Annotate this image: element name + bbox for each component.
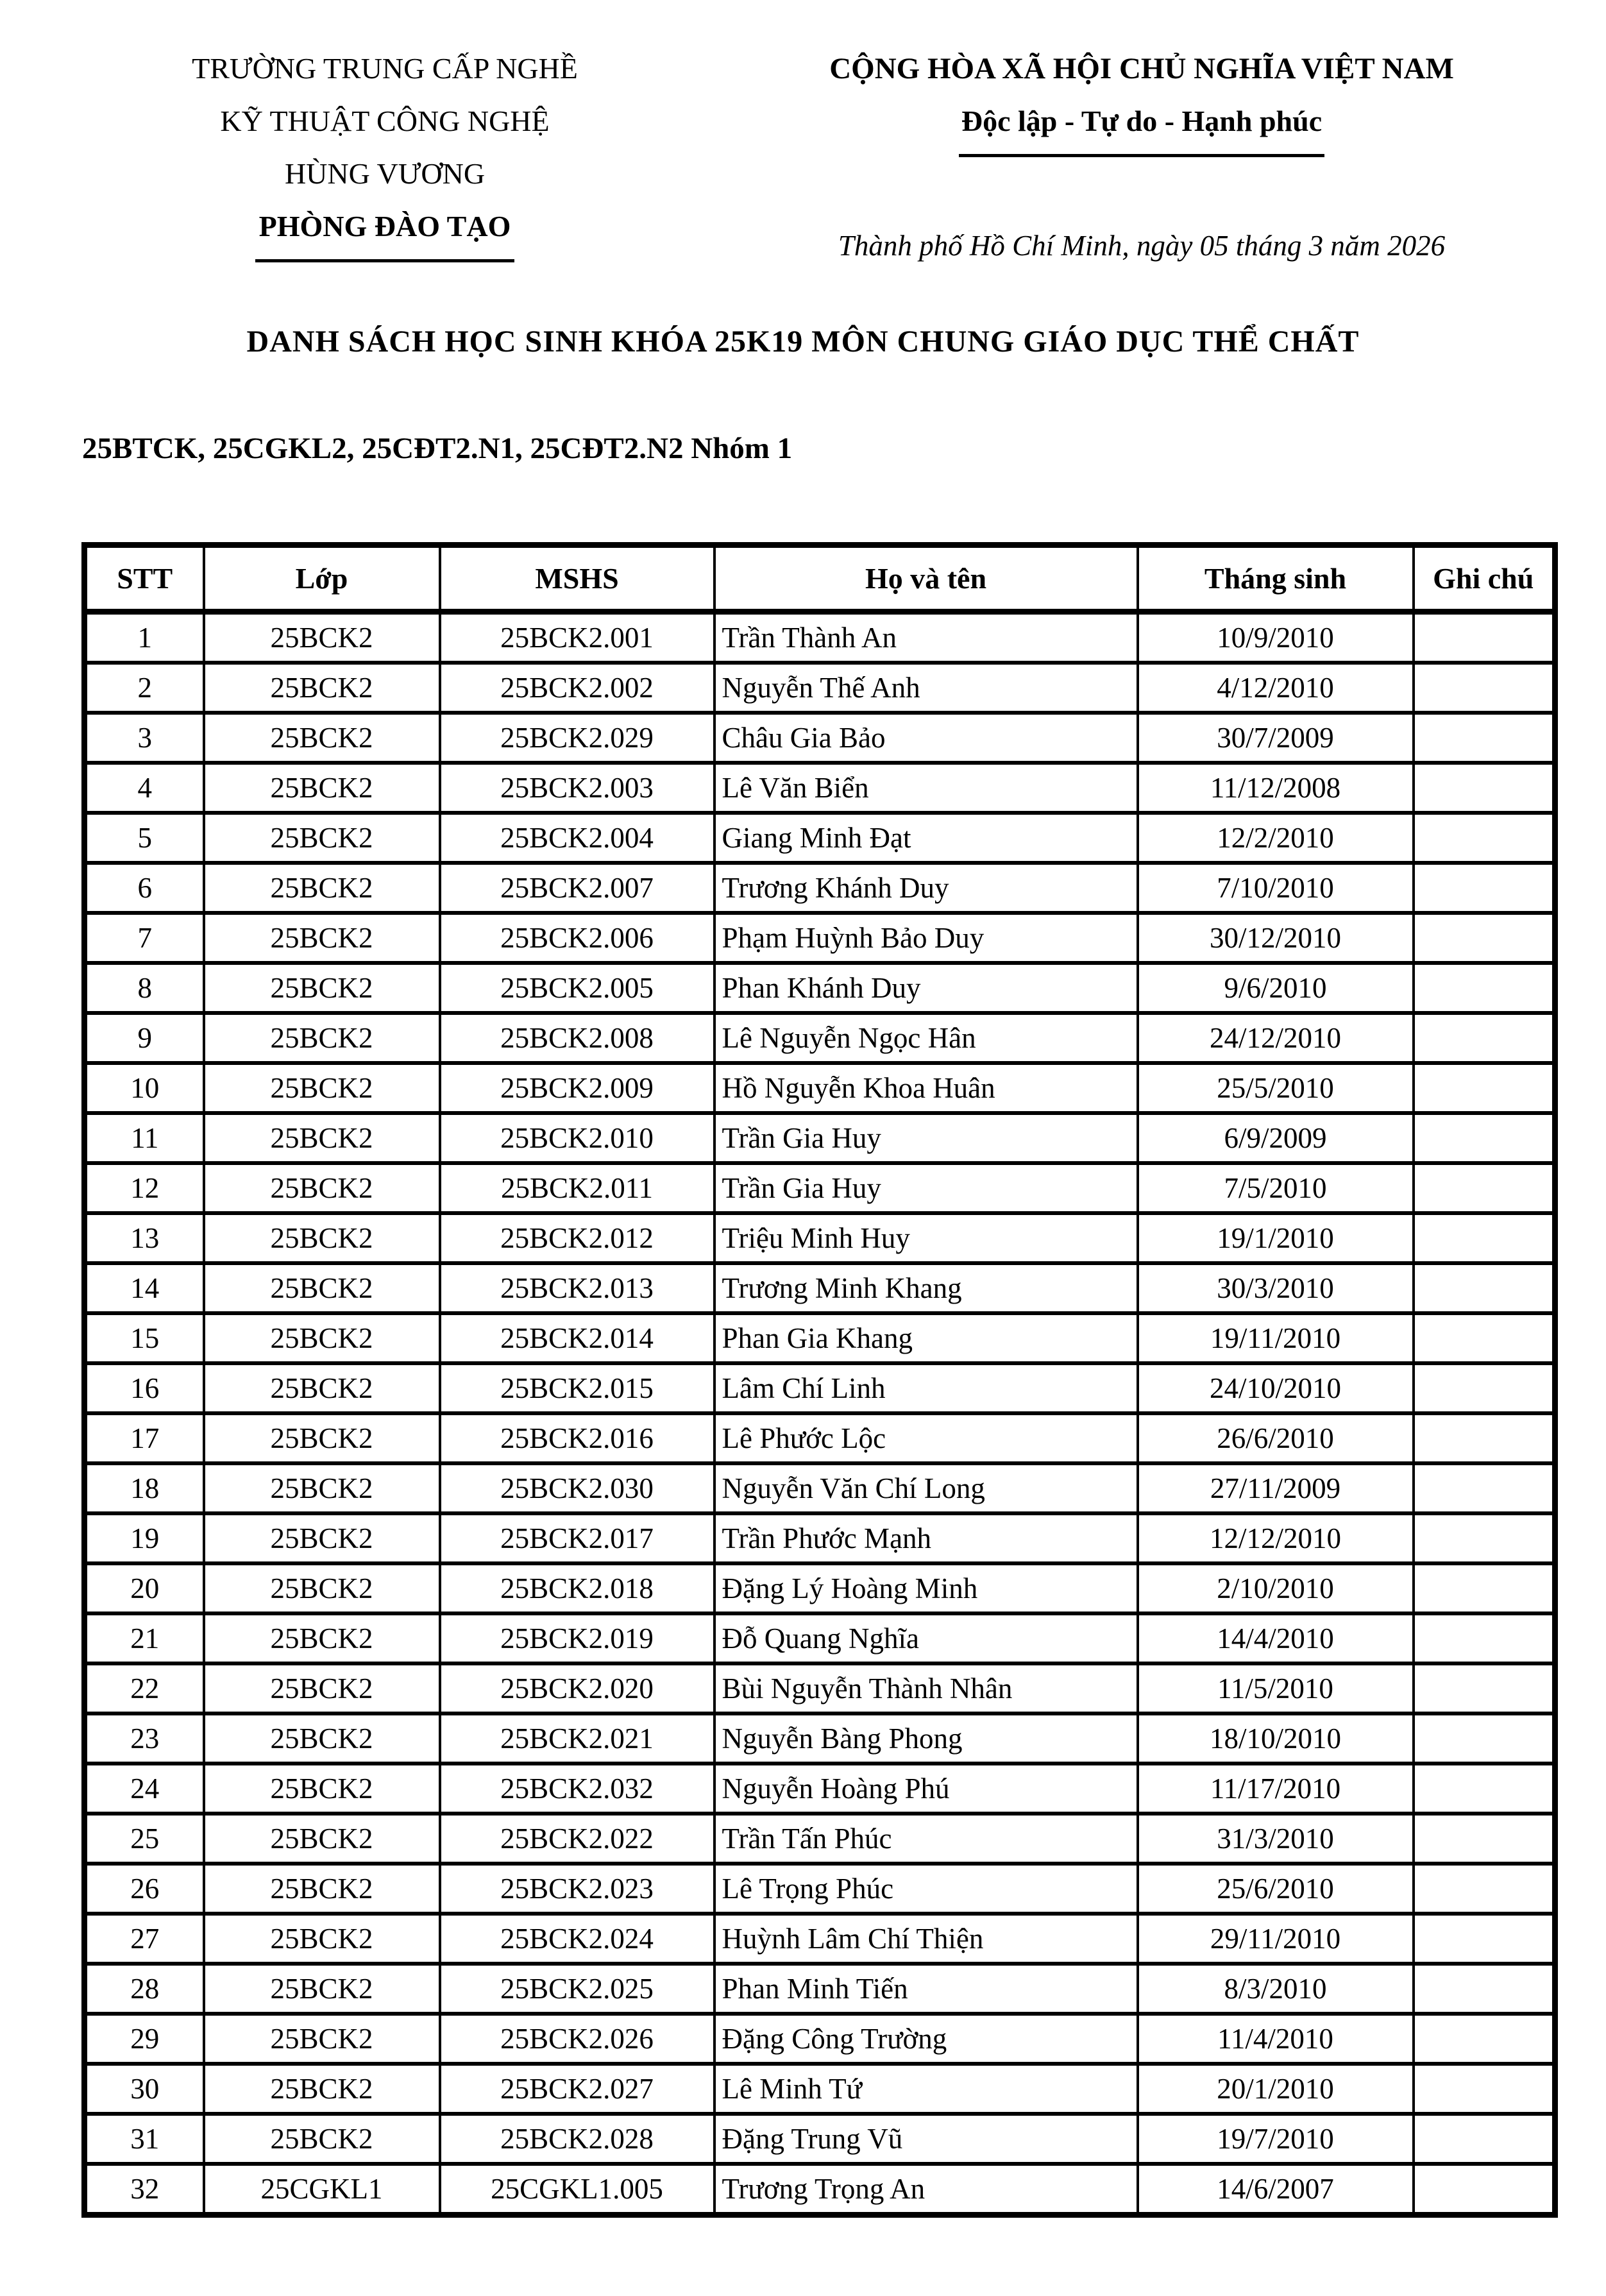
- cell-stt: 16: [85, 1363, 204, 1413]
- cell-note: [1414, 763, 1555, 813]
- table-row: [85, 1513, 1555, 1563]
- cell-note: [1414, 1563, 1555, 1613]
- cell-stt: 13: [85, 1213, 204, 1263]
- cell-birth-date: 6/9/2009: [1138, 1113, 1414, 1163]
- cell-class: 25BCK2: [204, 2014, 440, 2064]
- cell-full-name: Bùi Nguyễn Thành Nhân: [714, 1663, 1138, 1713]
- table-row: [85, 1964, 1555, 2014]
- cell-note: [1414, 2164, 1555, 2215]
- cell-note: [1414, 1513, 1555, 1563]
- cell-class: 25BCK2: [204, 913, 440, 963]
- cell-student-id: 25BCK2.012: [440, 1213, 714, 1263]
- cell-birth-date: 19/1/2010: [1138, 1213, 1414, 1263]
- cell-full-name: Hồ Nguyễn Khoa Huân: [714, 1063, 1138, 1113]
- cell-note: [1414, 2114, 1555, 2164]
- cell-note: [1414, 2014, 1555, 2064]
- cell-class: 25BCK2: [204, 1113, 440, 1163]
- cell-birth-date: 30/3/2010: [1138, 1263, 1414, 1313]
- cell-stt: 22: [85, 1663, 204, 1713]
- cell-student-id: 25BCK2.018: [440, 1563, 714, 1613]
- cell-birth-date: 9/6/2010: [1138, 963, 1414, 1013]
- cell-full-name: Trần Thành An: [714, 612, 1138, 663]
- national-title: CỘNG HÒA XÃ HỘI CHỦ NGHĨA VIỆT NAM: [829, 52, 1454, 85]
- cell-stt: 14: [85, 1263, 204, 1313]
- table-row: [85, 1713, 1555, 1764]
- department-name: PHÒNG ĐÀO TẠO: [255, 200, 515, 262]
- cell-full-name: Phạm Huỳnh Bảo Duy: [714, 913, 1138, 963]
- cell-birth-date: 29/11/2010: [1138, 1914, 1414, 1964]
- table-row: [85, 2014, 1555, 2064]
- cell-student-id: 25BCK2.010: [440, 1113, 714, 1163]
- cell-birth-date: 12/2/2010: [1138, 813, 1414, 863]
- student-table: [81, 542, 1558, 2218]
- cell-birth-date: 11/5/2010: [1138, 1663, 1414, 1713]
- table-row: [85, 1113, 1555, 1163]
- cell-full-name: Trần Tấn Phúc: [714, 1814, 1138, 1864]
- cell-class: 25BCK2: [204, 2114, 440, 2164]
- column-header-stt: STT: [85, 545, 204, 612]
- table-header-row: [85, 545, 1555, 612]
- cell-student-id: 25CGKL1.005: [440, 2164, 714, 2215]
- cell-note: [1414, 1663, 1555, 1713]
- cell-student-id: 25BCK2.014: [440, 1313, 714, 1363]
- cell-stt: 30: [85, 2064, 204, 2114]
- cell-full-name: Lê Trọng Phúc: [714, 1864, 1138, 1914]
- cell-full-name: Lê Minh Tứ: [714, 2064, 1138, 2114]
- cell-stt: 25: [85, 1814, 204, 1864]
- cell-note: [1414, 1413, 1555, 1463]
- class-group-subtitle: 25BTCK, 25CGKL2, 25CĐT2.N1, 25CĐT2.N2 Nhóm 1: [82, 432, 793, 465]
- cell-student-id: 25BCK2.017: [440, 1513, 714, 1563]
- table-row: [85, 2114, 1555, 2164]
- cell-student-id: 25BCK2.003: [440, 763, 714, 813]
- cell-student-id: 25BCK2.015: [440, 1363, 714, 1413]
- cell-student-id: 25BCK2.016: [440, 1413, 714, 1463]
- cell-class: 25BCK2: [204, 1663, 440, 1713]
- cell-full-name: Lê Phước Lộc: [714, 1413, 1138, 1463]
- cell-student-id: 25BCK2.013: [440, 1263, 714, 1313]
- cell-note: [1414, 1964, 1555, 2014]
- cell-class: 25BCK2: [204, 863, 440, 913]
- cell-stt: 24: [85, 1764, 204, 1814]
- cell-birth-date: 4/12/2010: [1138, 663, 1414, 713]
- cell-class: 25BCK2: [204, 1213, 440, 1263]
- cell-note: [1414, 1213, 1555, 1263]
- table-row: [85, 1764, 1555, 1814]
- school-name-line-1: TRƯỜNG TRUNG CẤP NGHỀ: [192, 52, 578, 85]
- cell-note: [1414, 1063, 1555, 1113]
- cell-note: [1414, 1713, 1555, 1764]
- table-row: [85, 863, 1555, 913]
- student-table-body: [85, 612, 1555, 2215]
- cell-stt: 18: [85, 1463, 204, 1513]
- cell-student-id: 25BCK2.011: [440, 1163, 714, 1213]
- cell-note: [1414, 863, 1555, 913]
- cell-note: [1414, 2064, 1555, 2114]
- cell-birth-date: 7/10/2010: [1138, 863, 1414, 913]
- cell-stt: 5: [85, 813, 204, 863]
- cell-full-name: Trần Phước Mạnh: [714, 1513, 1138, 1563]
- table-row: [85, 1563, 1555, 1613]
- cell-class: 25BCK2: [204, 1313, 440, 1363]
- cell-student-id: 25BCK2.009: [440, 1063, 714, 1113]
- cell-birth-date: 7/5/2010: [1138, 1163, 1414, 1213]
- table-row: [85, 763, 1555, 813]
- place-date-line: Thành phố Hồ Chí Minh, ngày 05 tháng 3 năm 2026: [838, 230, 1446, 262]
- cell-student-id: 25BCK2.025: [440, 1964, 714, 2014]
- cell-birth-date: 11/12/2008: [1138, 763, 1414, 813]
- cell-birth-date: 24/12/2010: [1138, 1013, 1414, 1063]
- table-row: [85, 1013, 1555, 1063]
- cell-birth-date: 25/6/2010: [1138, 1864, 1414, 1914]
- table-row: [85, 813, 1555, 863]
- cell-note: [1414, 612, 1555, 663]
- cell-full-name: Nguyễn Văn Chí Long: [714, 1463, 1138, 1513]
- cell-note: [1414, 1163, 1555, 1213]
- cell-class: 25BCK2: [204, 1063, 440, 1113]
- table-row: [85, 1163, 1555, 1213]
- cell-class: 25BCK2: [204, 813, 440, 863]
- cell-note: [1414, 813, 1555, 863]
- cell-note: [1414, 913, 1555, 963]
- cell-student-id: 25BCK2.032: [440, 1764, 714, 1814]
- cell-birth-date: 31/3/2010: [1138, 1814, 1414, 1864]
- cell-full-name: Trương Minh Khang: [714, 1263, 1138, 1313]
- cell-stt: 3: [85, 713, 204, 763]
- cell-student-id: 25BCK2.005: [440, 963, 714, 1013]
- cell-birth-date: 14/6/2007: [1138, 2164, 1414, 2215]
- national-motto: Độc lập - Tự do - Hạnh phúc: [959, 95, 1324, 157]
- table-row: [85, 913, 1555, 963]
- cell-note: [1414, 1013, 1555, 1063]
- cell-full-name: Đặng Trung Vũ: [714, 2114, 1138, 2164]
- table-row: [85, 1413, 1555, 1463]
- cell-class: 25CGKL1: [204, 2164, 440, 2215]
- cell-class: 25BCK2: [204, 1864, 440, 1914]
- cell-student-id: 25BCK2.007: [440, 863, 714, 913]
- school-name-line-2: KỸ THUẬT CÔNG NGHỆ: [220, 105, 550, 137]
- cell-stt: 31: [85, 2114, 204, 2164]
- cell-stt: 28: [85, 1964, 204, 2014]
- cell-note: [1414, 1113, 1555, 1163]
- cell-stt: 15: [85, 1313, 204, 1363]
- cell-note: [1414, 1263, 1555, 1313]
- table-row: [85, 1263, 1555, 1313]
- letterhead-national-block: [773, 42, 1510, 265]
- table-row: [85, 1313, 1555, 1363]
- cell-birth-date: 25/5/2010: [1138, 1063, 1414, 1113]
- cell-birth-date: 19/11/2010: [1138, 1313, 1414, 1363]
- column-header-birth-date: Tháng sinh: [1138, 545, 1414, 612]
- cell-stt: 12: [85, 1163, 204, 1213]
- cell-birth-date: 26/6/2010: [1138, 1413, 1414, 1463]
- cell-class: 25BCK2: [204, 1263, 440, 1313]
- cell-stt: 32: [85, 2164, 204, 2215]
- cell-class: 25BCK2: [204, 2064, 440, 2114]
- table-row: [85, 612, 1555, 663]
- cell-full-name: Giang Minh Đạt: [714, 813, 1138, 863]
- cell-student-id: 25BCK2.008: [440, 1013, 714, 1063]
- cell-student-id: 25BCK2.023: [440, 1864, 714, 1914]
- cell-note: [1414, 1463, 1555, 1513]
- table-row: [85, 1363, 1555, 1413]
- cell-birth-date: 19/7/2010: [1138, 2114, 1414, 2164]
- cell-student-id: 25BCK2.022: [440, 1814, 714, 1864]
- cell-stt: 6: [85, 863, 204, 913]
- cell-birth-date: 18/10/2010: [1138, 1713, 1414, 1764]
- cell-class: 25BCK2: [204, 1163, 440, 1213]
- cell-student-id: 25BCK2.029: [440, 713, 714, 763]
- cell-class: 25BCK2: [204, 963, 440, 1013]
- cell-class: 25BCK2: [204, 1013, 440, 1063]
- cell-class: 25BCK2: [204, 1613, 440, 1663]
- table-row: [85, 1613, 1555, 1663]
- cell-stt: 7: [85, 913, 204, 963]
- cell-full-name: Trương Trọng An: [714, 2164, 1138, 2215]
- cell-student-id: 25BCK2.019: [440, 1613, 714, 1663]
- cell-stt: 8: [85, 963, 204, 1013]
- cell-full-name: Nguyễn Hoàng Phú: [714, 1764, 1138, 1814]
- cell-stt: 10: [85, 1063, 204, 1113]
- cell-stt: 19: [85, 1513, 204, 1563]
- cell-class: 25BCK2: [204, 1363, 440, 1413]
- cell-class: 25BCK2: [204, 1513, 440, 1563]
- cell-birth-date: 30/12/2010: [1138, 913, 1414, 963]
- cell-stt: 17: [85, 1413, 204, 1463]
- table-row: [85, 2064, 1555, 2114]
- table-row: [85, 963, 1555, 1013]
- cell-full-name: Lê Văn Biển: [714, 763, 1138, 813]
- cell-full-name: Trần Gia Huy: [714, 1113, 1138, 1163]
- cell-note: [1414, 1363, 1555, 1413]
- cell-student-id: 25BCK2.002: [440, 663, 714, 713]
- cell-stt: 26: [85, 1864, 204, 1914]
- cell-student-id: 25BCK2.024: [440, 1914, 714, 1964]
- cell-birth-date: 24/10/2010: [1138, 1363, 1414, 1413]
- cell-stt: 1: [85, 612, 204, 663]
- cell-class: 25BCK2: [204, 713, 440, 763]
- cell-birth-date: 27/11/2009: [1138, 1463, 1414, 1513]
- cell-full-name: Phan Minh Tiến: [714, 1964, 1138, 2014]
- cell-note: [1414, 1864, 1555, 1914]
- cell-note: [1414, 1313, 1555, 1363]
- cell-class: 25BCK2: [204, 763, 440, 813]
- cell-stt: 11: [85, 1113, 204, 1163]
- cell-student-id: 25BCK2.027: [440, 2064, 714, 2114]
- cell-full-name: Đặng Công Trường: [714, 2014, 1138, 2064]
- cell-note: [1414, 663, 1555, 713]
- table-row: [85, 1864, 1555, 1914]
- cell-class: 25BCK2: [204, 1914, 440, 1964]
- letterhead-school-block: [83, 42, 686, 262]
- cell-stt: 20: [85, 1563, 204, 1613]
- cell-full-name: Trương Khánh Duy: [714, 863, 1138, 913]
- cell-student-id: 25BCK2.006: [440, 913, 714, 963]
- cell-full-name: Huỳnh Lâm Chí Thiện: [714, 1914, 1138, 1964]
- table-row: [85, 663, 1555, 713]
- cell-full-name: Trần Gia Huy: [714, 1163, 1138, 1213]
- cell-birth-date: 10/9/2010: [1138, 612, 1414, 663]
- cell-birth-date: 12/12/2010: [1138, 1513, 1414, 1563]
- cell-full-name: Lâm Chí Linh: [714, 1363, 1138, 1413]
- table-row: [85, 1063, 1555, 1113]
- column-header-note: Ghi chú: [1414, 545, 1555, 612]
- cell-birth-date: 30/7/2009: [1138, 713, 1414, 763]
- table-row: [85, 1814, 1555, 1864]
- cell-stt: 29: [85, 2014, 204, 2064]
- cell-student-id: 25BCK2.028: [440, 2114, 714, 2164]
- cell-birth-date: 11/4/2010: [1138, 2014, 1414, 2064]
- cell-note: [1414, 1764, 1555, 1814]
- cell-student-id: 25BCK2.030: [440, 1463, 714, 1513]
- cell-full-name: Đặng Lý Hoàng Minh: [714, 1563, 1138, 1613]
- table-row: [85, 1213, 1555, 1263]
- cell-student-id: 25BCK2.001: [440, 612, 714, 663]
- table-row: [85, 2164, 1555, 2215]
- cell-class: 25BCK2: [204, 663, 440, 713]
- cell-student-id: 25BCK2.020: [440, 1663, 714, 1713]
- cell-full-name: Nguyễn Thế Anh: [714, 663, 1138, 713]
- school-name-line-3: HÙNG VƯƠNG: [284, 157, 486, 190]
- table-row: [85, 1663, 1555, 1713]
- cell-student-id: 25BCK2.004: [440, 813, 714, 863]
- cell-birth-date: 20/1/2010: [1138, 2064, 1414, 2114]
- cell-full-name: Nguyễn Bàng Phong: [714, 1713, 1138, 1764]
- cell-birth-date: 2/10/2010: [1138, 1563, 1414, 1613]
- page-title: DANH SÁCH HỌC SINH KHÓA 25K19 MÔN CHUNG GIÁO DỤC THỂ CHẤT: [246, 325, 1360, 359]
- cell-class: 25BCK2: [204, 1563, 440, 1613]
- cell-full-name: Châu Gia Bảo: [714, 713, 1138, 763]
- table-row: [85, 1463, 1555, 1513]
- cell-class: 25BCK2: [204, 1713, 440, 1764]
- cell-note: [1414, 1814, 1555, 1864]
- cell-stt: 2: [85, 663, 204, 713]
- cell-full-name: Phan Khánh Duy: [714, 963, 1138, 1013]
- column-header-student-id: MSHS: [440, 545, 714, 612]
- cell-note: [1414, 1914, 1555, 1964]
- cell-class: 25BCK2: [204, 1964, 440, 2014]
- cell-full-name: Lê Nguyễn Ngọc Hân: [714, 1013, 1138, 1063]
- column-header-full-name: Họ và tên: [714, 545, 1138, 612]
- cell-full-name: Phan Gia Khang: [714, 1313, 1138, 1363]
- cell-class: 25BCK2: [204, 1814, 440, 1864]
- cell-student-id: 25BCK2.026: [440, 2014, 714, 2064]
- cell-birth-date: 14/4/2010: [1138, 1613, 1414, 1663]
- cell-stt: 23: [85, 1713, 204, 1764]
- column-header-class: Lớp: [204, 545, 440, 612]
- table-row: [85, 1914, 1555, 1964]
- cell-class: 25BCK2: [204, 1764, 440, 1814]
- table-row: [85, 713, 1555, 763]
- cell-class: 25BCK2: [204, 1463, 440, 1513]
- cell-full-name: Đỗ Quang Nghĩa: [714, 1613, 1138, 1663]
- cell-stt: 4: [85, 763, 204, 813]
- cell-stt: 21: [85, 1613, 204, 1663]
- cell-birth-date: 8/3/2010: [1138, 1964, 1414, 2014]
- cell-class: 25BCK2: [204, 1413, 440, 1463]
- cell-full-name: Triệu Minh Huy: [714, 1213, 1138, 1263]
- cell-note: [1414, 713, 1555, 763]
- cell-birth-date: 11/17/2010: [1138, 1764, 1414, 1814]
- cell-stt: 27: [85, 1914, 204, 1964]
- cell-note: [1414, 1613, 1555, 1663]
- cell-note: [1414, 963, 1555, 1013]
- cell-stt: 9: [85, 1013, 204, 1063]
- cell-student-id: 25BCK2.021: [440, 1713, 714, 1764]
- cell-class: 25BCK2: [204, 612, 440, 663]
